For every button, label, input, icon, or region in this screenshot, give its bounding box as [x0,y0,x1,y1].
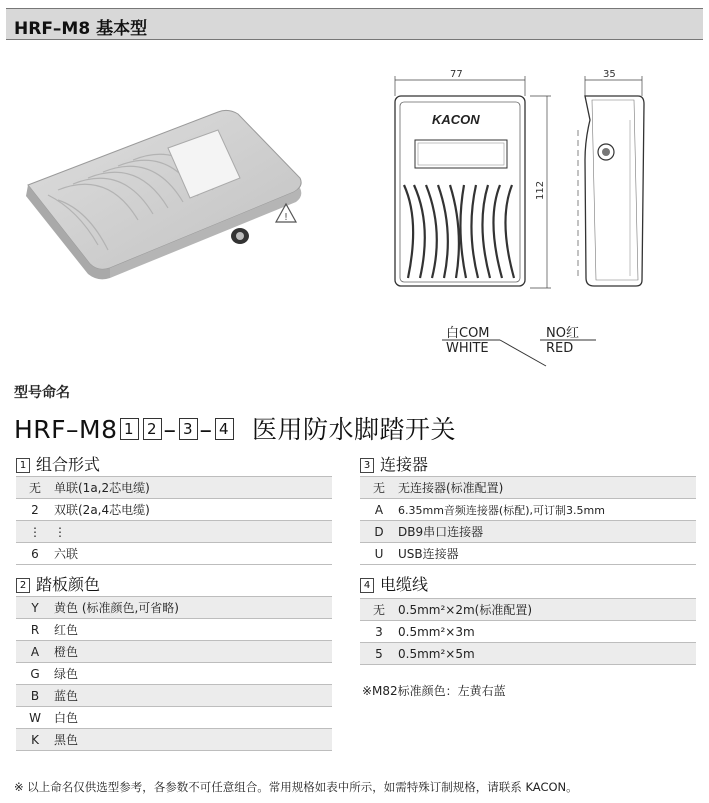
group-title-connector: 3 连接器 [360,452,428,475]
table-row: 6 六联 [16,543,332,565]
table-row: 无 0.5mm²×2m(标准配置) [360,599,696,621]
table-row: A 6.35mm音频连接器(标配),可订制3.5mm [360,499,696,521]
wiring-right-top: NO红 [546,326,579,341]
combination-table [16,476,332,565]
page-title: HRF–M8 基本型 [14,19,148,39]
table-row: Y 黄色 (标准颜色,可省略) [16,597,332,619]
connector-table [360,476,696,565]
naming-heading: 型号命名 [14,385,70,401]
table-row: R 红色 [16,619,332,641]
pedal-color-table [16,596,332,751]
table-row: 3 0.5mm²×3m [360,621,696,643]
table-row: D DB9串口连接器 [360,521,696,543]
table-row: G 绿色 [16,663,332,685]
cable-table [360,598,696,665]
kacon-logo: KACON [432,112,480,127]
table-row: U USB连接器 [360,543,696,565]
group-title-pedal-color: 2 踏板颜色 [16,572,100,595]
table-row: 无 单联(1a,2芯电缆) [16,477,332,499]
wiring-left-top: 白COM [446,326,490,341]
model-box-3: 3 [179,418,198,440]
model-box-2: 2 [143,418,162,440]
table-row: 2 双联(2a,4芯电缆) [16,499,332,521]
model-box-1: 1 [120,418,139,440]
table-row: K 黑色 [16,729,332,751]
width-dimension: 77 [450,69,463,80]
model-prefix: HRF–M8 [14,415,118,444]
model-code-line [14,410,456,446]
model-dash: – [199,415,213,444]
model-dash: – [163,415,177,444]
model-description: 医用防水脚踏开关 [251,415,456,444]
svg-text:!: ! [284,212,289,223]
depth-dimension: 35 [603,69,616,80]
height-dimension: 112 [535,180,546,200]
group-title-cable: 4 电缆线 [360,572,428,595]
table-row: A 橙色 [16,641,332,663]
table-row: ⋮ ⋮ [16,521,332,543]
m82-color-note: ※M82标准颜色：左黄右蓝 [362,684,506,698]
model-box-4: 4 [215,418,234,440]
title-bar [6,8,703,40]
dimension-drawing [380,60,670,300]
table-row: B 蓝色 [16,685,332,707]
product-photo [18,100,308,280]
wiring-switch-symbol [440,336,600,376]
table-row: 无 无连接器(标准配置) [360,477,696,499]
wiring-right-bottom: RED [546,341,574,356]
group-title-combination: 1 组合形式 [16,452,100,475]
table-row: W 白色 [16,707,332,729]
footer-note: ※ 以上命名仅供选型参考，各参数不可任意组合。常用规格如表中所示，如需特殊订制规格，请联系 KACON。 [14,780,578,794]
wiring-left-bottom: WHITE [446,341,489,356]
table-row: 5 0.5mm²×5m [360,643,696,665]
